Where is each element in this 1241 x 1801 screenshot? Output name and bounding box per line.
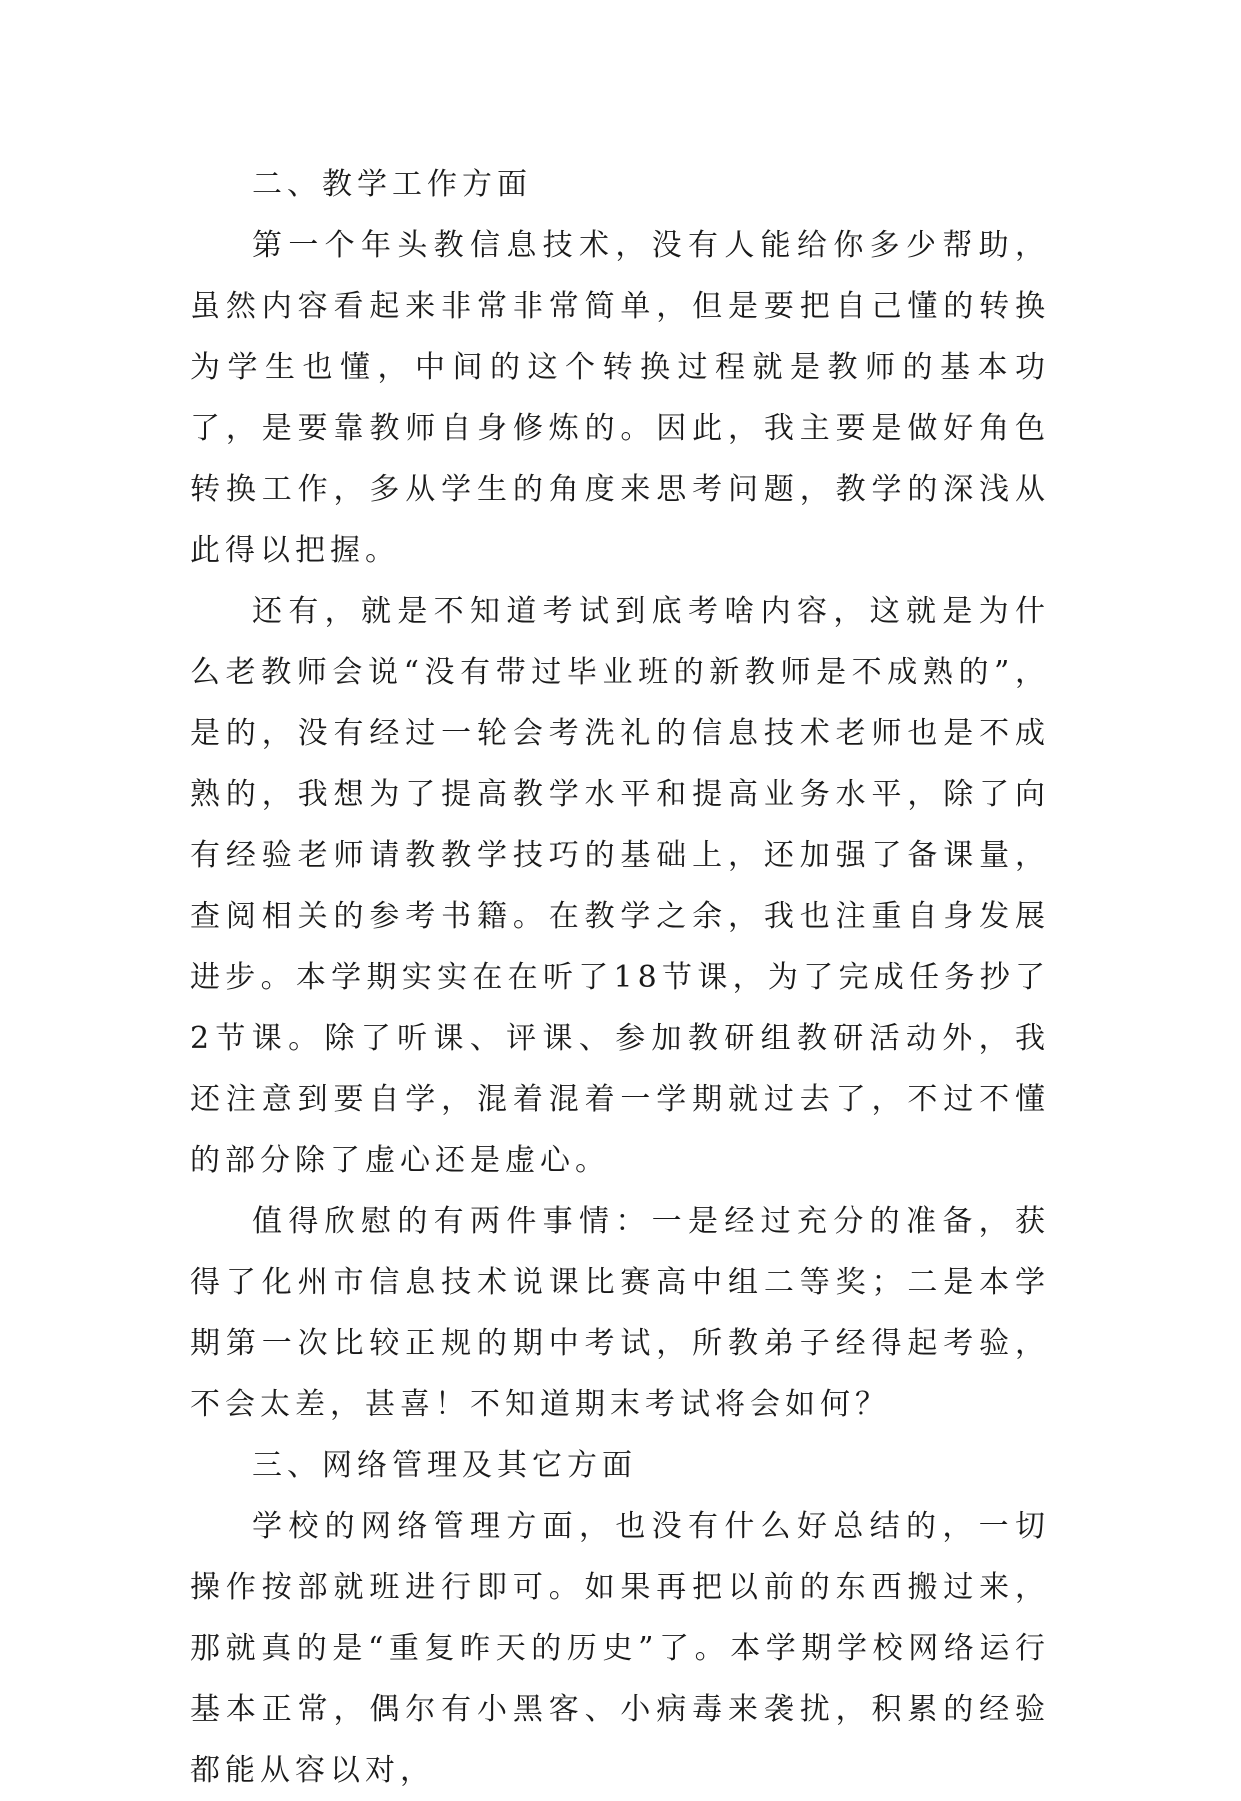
- section-heading-teaching: 二、教学工作方面: [252, 167, 532, 202]
- paragraph-achievements: 值得欣慰的有两件事情：一是经过充分的准备，获得了化州市信息技术说课比赛高中组二等奖；二是本学期第一次比较正规的期中考试，所教弟子经得起考验，不会太差，甚喜！不知道期末考试将会如何？: [190, 1204, 1050, 1422]
- document-page: [190, 154, 1050, 1801]
- section-heading-network: 三、网络管理及其它方面: [252, 1448, 637, 1483]
- paragraph-first-year: 第一个年头教信息技术，没有人能给你多少帮助，虽然内容看起来非常非常简单，但是要把自己懂的转换为学生也懂，中间的这个转换过程就是教师的基本功了，是要靠教师自身修炼的。因此，我主要是做好角色转换工作，多从学生的角度来思考问题，教学的深浅从此得以把握。: [190, 228, 1050, 568]
- paragraph-exam-content: 还有，就是不知道考试到底考啥内容，这就是为什么老教师会说“没有带过毕业班的新教师是不成熟的”，是的，没有经过一轮会考洗礼的信息技术老师也是不成熟的，我想为了提高教学水平和提高业务水平，除了向有经验老师请教教学技巧的基础上，还加强了备课量，查阅相关的参考书籍。在教学之余，我也注重自身发展进步。本学期实实在在听了18节课，为了完成任务抄了2节课。除了听课、评课、参加教研组教研活动外，我还注意到要自学，混着混着一学期就过去了，不过不懂的部分除了虚心还是虚心。: [190, 594, 1050, 1178]
- paragraph-network-management: 学校的网络管理方面，也没有什么好总结的，一切操作按部就班进行即可。如果再把以前的东西搬过来，那就真的是“重复昨天的历史”了。本学期学校网络运行基本正常，偶尔有小黑客、小病毒来袭扰，积累的经验都能从容以对，: [190, 1509, 1050, 1788]
